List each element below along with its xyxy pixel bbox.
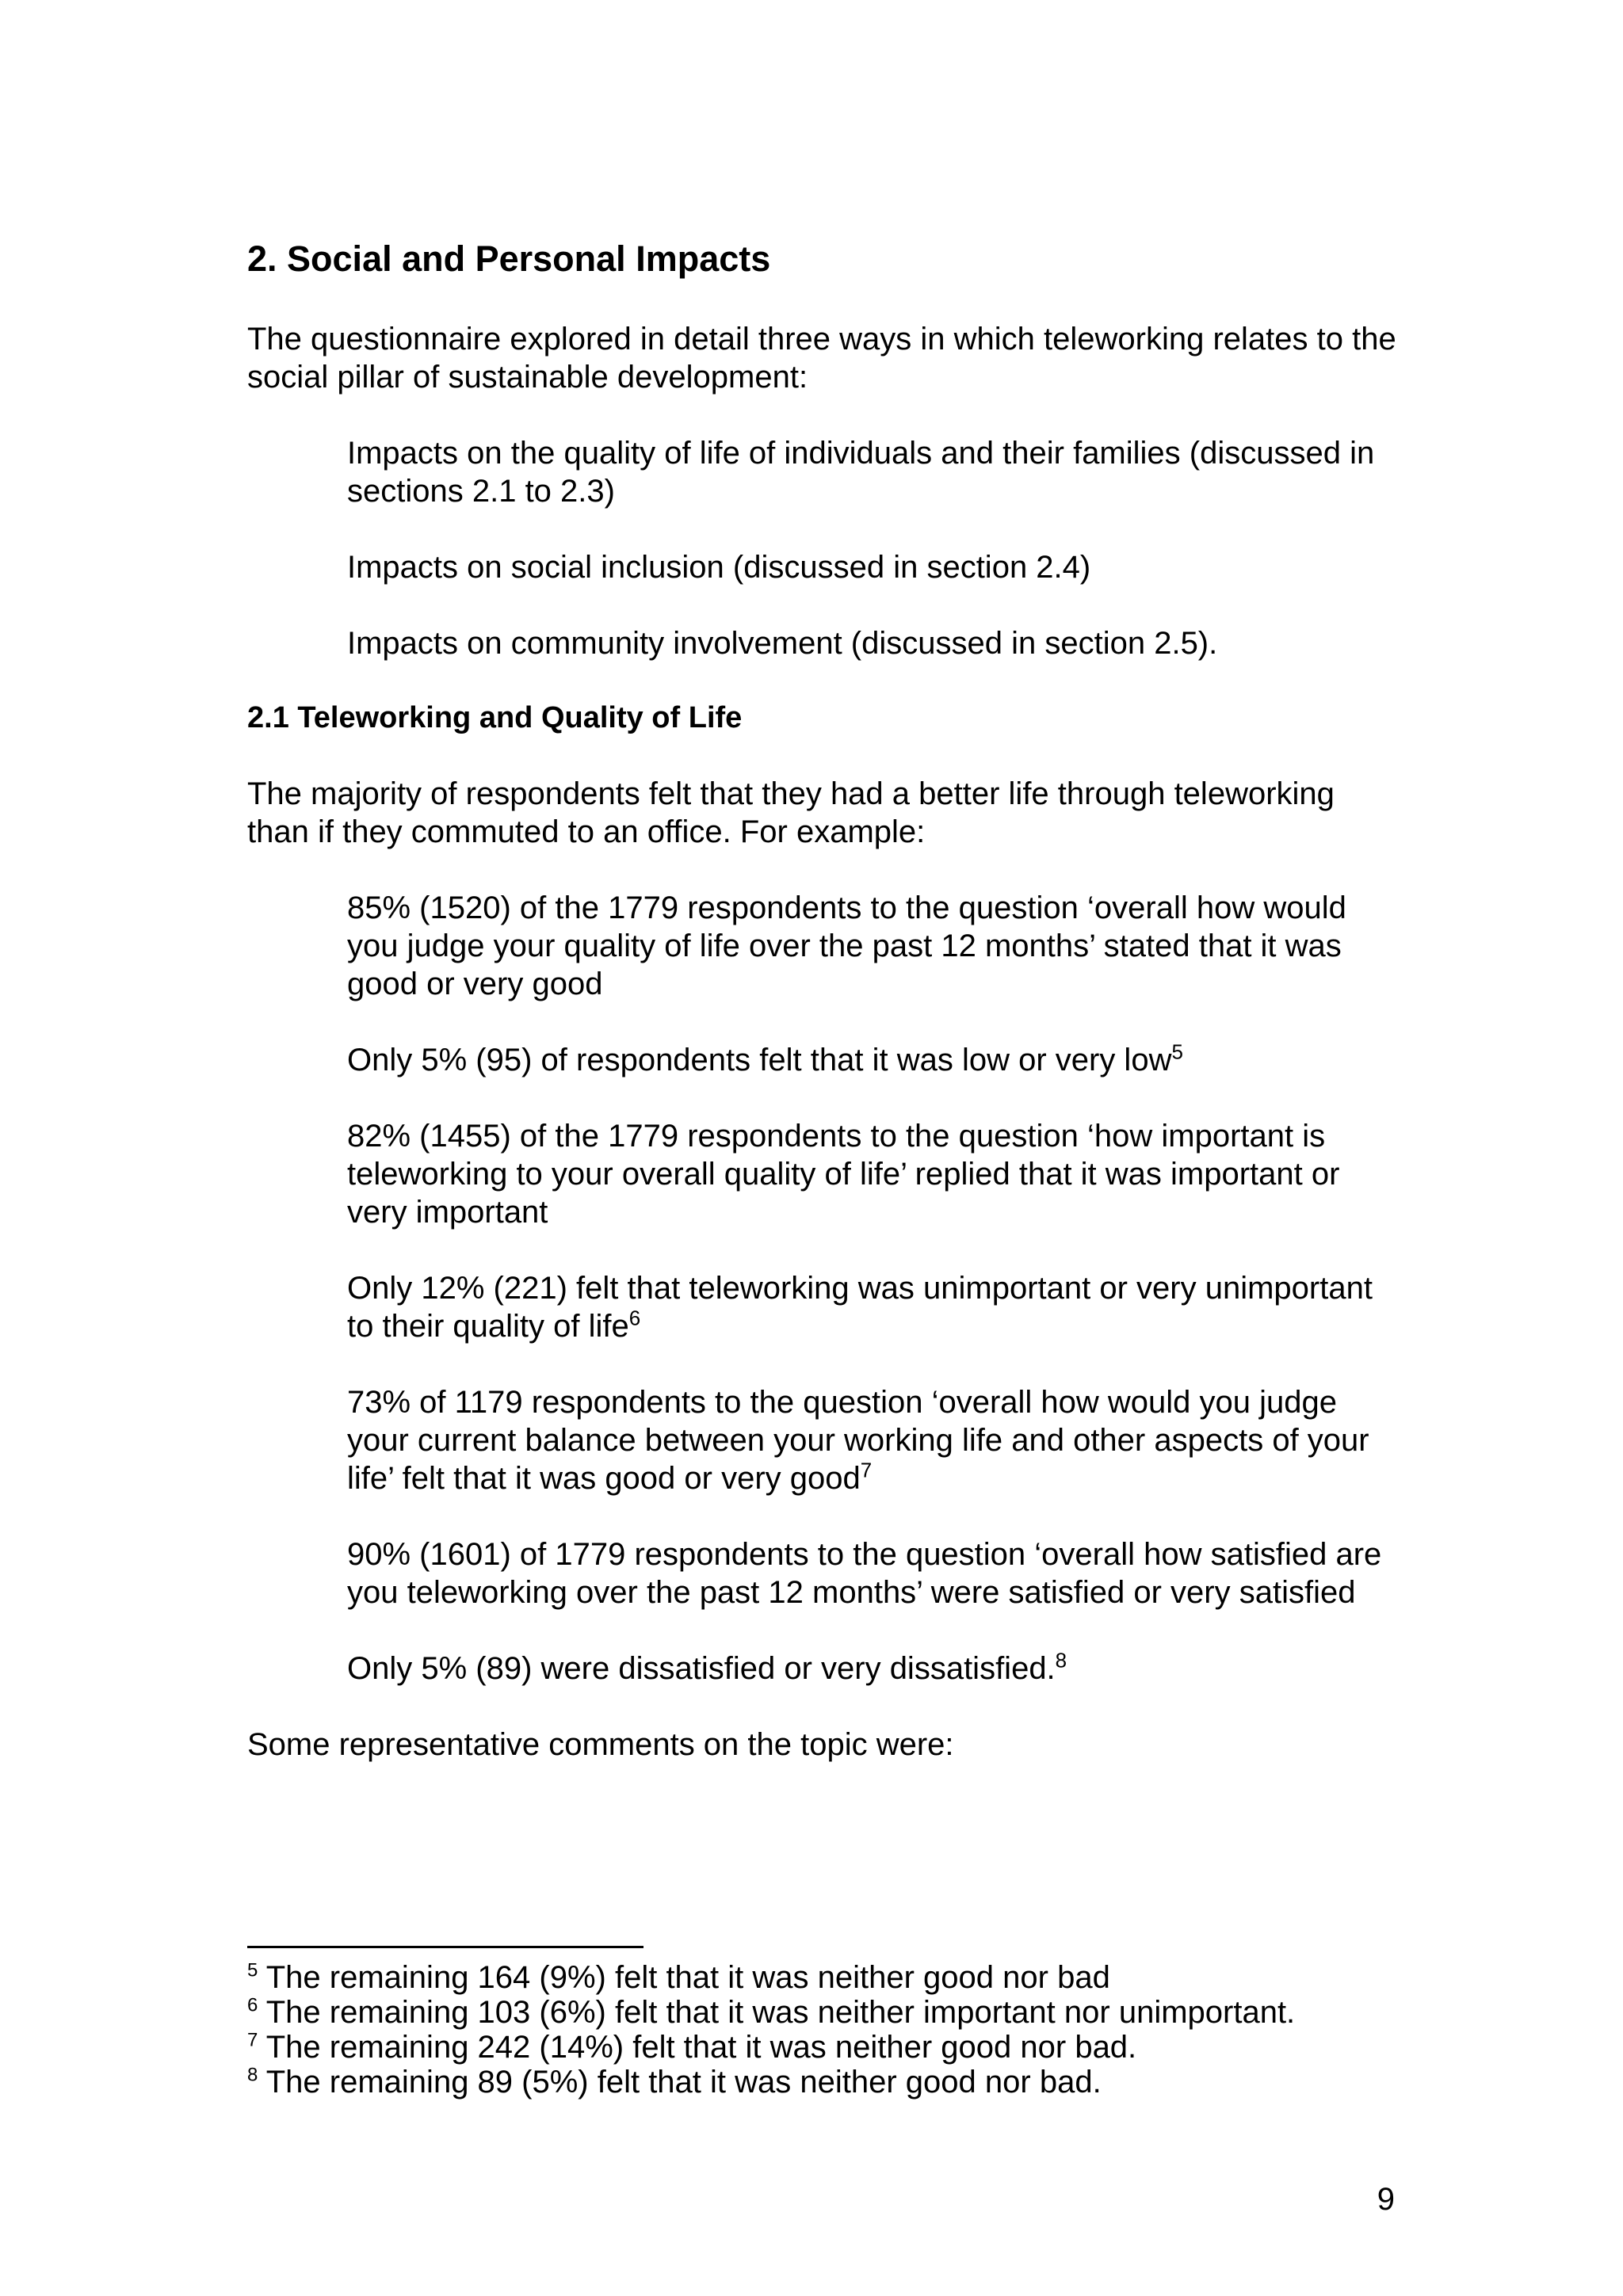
footnote-divider	[247, 1946, 643, 1948]
page-number: 9	[1377, 2182, 1395, 2217]
stat-text: Only 12% (221) felt that teleworking was unimportant or very unimportant to their quality of life	[347, 1270, 1373, 1344]
impact-item-social-inclusion: Impacts on social inclusion (discussed in section 2.4)	[347, 550, 1091, 585]
closing-paragraph: Some representative comments on the topic were:	[247, 1726, 954, 1762]
section-heading: 2. Social and Personal Impacts	[247, 238, 771, 279]
footnote	[247, 1995, 1396, 2030]
stat-text: 82% (1455) of the 1779 respondents to the question ‘how important is teleworking to your overall quality of life’ replied that it was important or very important	[347, 1118, 1340, 1230]
footnote	[247, 1960, 1396, 1995]
stat-text: 73% of 1179 respondents to the question ‘overall how would you judge your current balance between your working life and other aspects of your life’ felt that it was good or very good	[347, 1384, 1369, 1496]
footnote-reference: 6	[628, 1306, 641, 1330]
stat-item	[347, 889, 1396, 1003]
main-content	[247, 238, 1396, 1802]
impact-item-community-involvement: Impacts on community involvement (discussed in section 2.5).	[347, 626, 1218, 661]
footnote	[247, 2065, 1396, 2100]
stat-item	[347, 1535, 1396, 1611]
stat-text: 85% (1520) of the 1779 respondents to the question ‘overall how would you judge your quality of life over the past 12 months’ stated that it was good or very good	[347, 890, 1346, 1001]
footnote-number: 6	[247, 1994, 258, 2016]
subsection-heading: 2.1 Teleworking and Quality of Life	[247, 701, 743, 734]
footnote	[247, 2030, 1396, 2065]
subsection-intro-paragraph: The majority of respondents felt that they had a better life through teleworking than if they commuted to an office. For example:	[247, 776, 1335, 849]
footnotes	[247, 1960, 1396, 2100]
footnote-text: The remaining 103 (6%) felt that it was neither important nor unimportant.	[265, 1995, 1296, 2030]
stat-text: Only 5% (89) were dissatisfied or very dissatisfied.	[347, 1650, 1056, 1686]
stat-text: 90% (1601) of 1779 respondents to the question ‘overall how satisfied are you teleworking over the past 12 months’ were satisfied or very satisfied	[347, 1536, 1382, 1610]
footnote-reference: 5	[1171, 1039, 1183, 1064]
stat-item	[347, 1269, 1396, 1345]
footnote-reference: 7	[860, 1458, 873, 1482]
stat-item	[347, 1383, 1396, 1497]
intro-paragraph: The questionnaire explored in detail three ways in which teleworking relates to the social pillar of sustainable development:	[247, 322, 1396, 395]
impact-item-quality-of-life: Impacts on the quality of life of individuals and their families (discussed in sections 2.1 to 2.3)	[347, 436, 1375, 509]
footnote-number: 8	[247, 2064, 258, 2086]
footnote-text: The remaining 89 (5%) felt that it was neither good nor bad.	[265, 2065, 1102, 2100]
stat-item	[347, 1041, 1396, 1079]
footnote-number: 7	[247, 2029, 258, 2051]
stat-item	[347, 1650, 1396, 1688]
stat-item	[347, 1117, 1396, 1231]
footnote-text: The remaining 164 (9%) felt that it was neither good nor bad	[265, 1960, 1110, 1995]
stat-text: Only 5% (95) of respondents felt that it was low or very low	[347, 1042, 1172, 1077]
footnote-reference: 8	[1055, 1648, 1067, 1672]
footnote-text: The remaining 242 (14%) felt that it was neither good nor bad.	[265, 2030, 1137, 2065]
footnote-number: 5	[247, 1959, 258, 1981]
